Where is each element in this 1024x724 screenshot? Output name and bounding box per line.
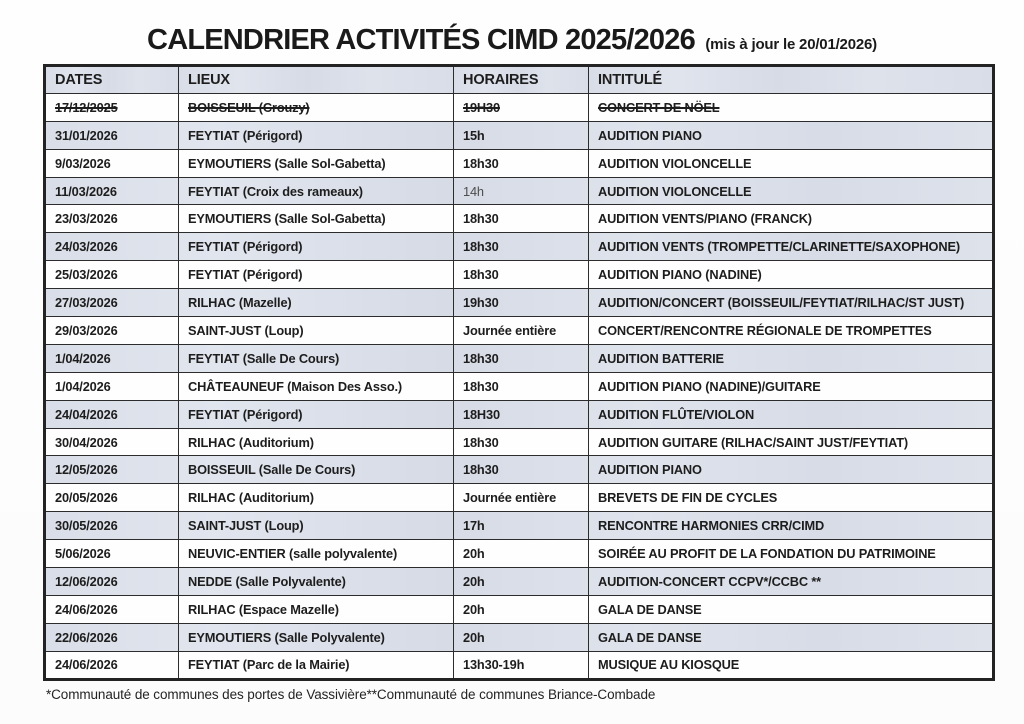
- cell-date: 22/06/2026: [45, 623, 179, 651]
- footnote: *Communauté de communes des portes de Vassivière**Communauté de communes Briance-Combade: [46, 687, 656, 702]
- cell-intitule: AUDITION VENTS (TROMPETTE/CLARINETTE/SAXOPHONE): [589, 233, 994, 261]
- title-update-note: (mis à jour le 20/01/2026): [705, 36, 877, 53]
- cell-horaire: 18h30: [454, 372, 589, 400]
- header-row: [45, 66, 994, 94]
- cell-horaire: 18h30: [454, 428, 589, 456]
- cell-horaire: 18h30: [454, 344, 589, 372]
- table-row: [45, 540, 994, 568]
- cell-intitule: CONCERT/RENCONTRE RÉGIONALE DE TROMPETTES: [589, 317, 994, 345]
- cell-intitule: RENCONTRE HARMONIES CRR/CIMD: [589, 512, 994, 540]
- cell-date: 24/06/2026: [45, 595, 179, 623]
- table-row: [45, 456, 994, 484]
- cell-lieu: RILHAC (Espace Mazelle): [179, 595, 454, 623]
- table-row: [45, 512, 994, 540]
- table-row: [45, 428, 994, 456]
- cell-horaire: 18H30: [454, 400, 589, 428]
- table-row: [45, 484, 994, 512]
- cell-date: 12/06/2026: [45, 568, 179, 596]
- table-row: [45, 289, 994, 317]
- table-row: [45, 261, 994, 289]
- cell-horaire: 18h30: [454, 149, 589, 177]
- cell-lieu: EYMOUTIERS (Salle Sol-Gabetta): [179, 205, 454, 233]
- cell-intitule: AUDITION VIOLONCELLE: [589, 149, 994, 177]
- cell-lieu: NEDDE (Salle Polyvalente): [179, 568, 454, 596]
- cell-intitule: AUDITION/CONCERT (BOISSEUIL/FEYTIAT/RILHAC/ST JUST): [589, 289, 994, 317]
- cell-date: 1/04/2026: [45, 344, 179, 372]
- cell-horaire: 18h30: [454, 205, 589, 233]
- cell-intitule: AUDITION VIOLONCELLE: [589, 177, 994, 205]
- cell-date: 17/12/2025: [45, 93, 179, 121]
- cell-date: 30/05/2026: [45, 512, 179, 540]
- cell-horaire: 18h30: [454, 456, 589, 484]
- cell-intitule: BREVETS DE FIN DE CYCLES: [589, 484, 994, 512]
- cell-date: 24/04/2026: [45, 400, 179, 428]
- cell-intitule: AUDITION BATTERIE: [589, 344, 994, 372]
- table-body: [45, 93, 994, 679]
- cell-lieu: NEUVIC-ENTIER (salle polyvalente): [179, 540, 454, 568]
- cell-horaire: 18h30: [454, 233, 589, 261]
- cell-horaire: 18h30: [454, 261, 589, 289]
- cell-horaire: 20h: [454, 595, 589, 623]
- cell-intitule: AUDITION VENTS/PIANO (FRANCK): [589, 205, 994, 233]
- cell-date: 31/01/2026: [45, 121, 179, 149]
- title-text: CALENDRIER ACTIVITÉS CIMD 2025/2026: [147, 24, 695, 56]
- cell-intitule: AUDITION PIANO: [589, 456, 994, 484]
- table-row: [45, 344, 994, 372]
- table-row: [45, 400, 994, 428]
- cell-lieu: RILHAC (Mazelle): [179, 289, 454, 317]
- table-row: [45, 149, 994, 177]
- cell-date: 29/03/2026: [45, 317, 179, 345]
- cell-lieu: RILHAC (Auditorium): [179, 428, 454, 456]
- cell-date: 30/04/2026: [45, 428, 179, 456]
- cell-lieu: RILHAC (Auditorium): [179, 484, 454, 512]
- cell-lieu: FEYTIAT (Salle De Cours): [179, 344, 454, 372]
- page-title: [0, 24, 1024, 57]
- table-header: [45, 66, 994, 94]
- cell-intitule: AUDITION PIANO (NADINE): [589, 261, 994, 289]
- table-row: [45, 205, 994, 233]
- cell-lieu: FEYTIAT (Croix des rameaux): [179, 177, 454, 205]
- cell-lieu: CHÂTEAUNEUF (Maison Des Asso.): [179, 372, 454, 400]
- cell-intitule: GALA DE DANSE: [589, 595, 994, 623]
- cell-lieu: SAINT-JUST (Loup): [179, 317, 454, 345]
- cell-date: 27/03/2026: [45, 289, 179, 317]
- cell-horaire: 20h: [454, 540, 589, 568]
- cell-lieu: BOISSEUIL (Crouzy): [179, 93, 454, 121]
- table-row: [45, 568, 994, 596]
- table-row: [45, 317, 994, 345]
- cell-intitule: GALA DE DANSE: [589, 623, 994, 651]
- table-row: [45, 623, 994, 651]
- table-row: [45, 93, 994, 121]
- cell-horaire: 20h: [454, 568, 589, 596]
- cell-intitule: AUDITION PIANO (NADINE)/GUITARE: [589, 372, 994, 400]
- cell-date: 25/03/2026: [45, 261, 179, 289]
- cell-horaire: Journée entière: [454, 484, 589, 512]
- cell-horaire: 17h: [454, 512, 589, 540]
- cell-horaire: Journée entière: [454, 317, 589, 345]
- table-row: [45, 651, 994, 679]
- cell-horaire: 20h: [454, 623, 589, 651]
- cell-date: 5/06/2026: [45, 540, 179, 568]
- cell-lieu: FEYTIAT (Périgord): [179, 121, 454, 149]
- cell-date: 1/04/2026: [45, 372, 179, 400]
- cell-horaire: 19H30: [454, 93, 589, 121]
- cell-date: 12/05/2026: [45, 456, 179, 484]
- header-horaires: HORAIRES: [454, 66, 589, 94]
- cell-lieu: SAINT-JUST (Loup): [179, 512, 454, 540]
- cell-date: 9/03/2026: [45, 149, 179, 177]
- header-intitule: INTITULÉ: [589, 66, 994, 94]
- cell-intitule: CONCERT DE NÖEL: [589, 93, 994, 121]
- cell-lieu: EYMOUTIERS (Salle Polyvalente): [179, 623, 454, 651]
- cell-date: 20/05/2026: [45, 484, 179, 512]
- table-row: [45, 595, 994, 623]
- cell-lieu: BOISSEUIL (Salle De Cours): [179, 456, 454, 484]
- cell-horaire: 15h: [454, 121, 589, 149]
- cell-date: 11/03/2026: [45, 177, 179, 205]
- table-row: [45, 233, 994, 261]
- cell-horaire: 19h30: [454, 289, 589, 317]
- cell-lieu: FEYTIAT (Périgord): [179, 233, 454, 261]
- cell-intitule: AUDITION FLÛTE/VIOLON: [589, 400, 994, 428]
- cell-intitule: AUDITION-CONCERT CCPV*/CCBC **: [589, 568, 994, 596]
- cell-date: 24/06/2026: [45, 651, 179, 679]
- table-row: [45, 372, 994, 400]
- cell-date: 23/03/2026: [45, 205, 179, 233]
- cell-lieu: FEYTIAT (Périgord): [179, 261, 454, 289]
- header-dates: DATES: [45, 66, 179, 94]
- table-row: [45, 121, 994, 149]
- cell-intitule: AUDITION GUITARE (RILHAC/SAINT JUST/FEYTIAT): [589, 428, 994, 456]
- table-row: [45, 177, 994, 205]
- cell-intitule: SOIRÉE AU PROFIT DE LA FONDATION DU PATRIMOINE: [589, 540, 994, 568]
- cell-intitule: AUDITION PIANO: [589, 121, 994, 149]
- cell-date: 24/03/2026: [45, 233, 179, 261]
- cell-horaire: 14h: [454, 177, 589, 205]
- cell-lieu: EYMOUTIERS (Salle Sol-Gabetta): [179, 149, 454, 177]
- cell-intitule: MUSIQUE AU KIOSQUE: [589, 651, 994, 679]
- cell-lieu: FEYTIAT (Périgord): [179, 400, 454, 428]
- cell-horaire: 13h30-19h: [454, 651, 589, 679]
- header-lieux: LIEUX: [179, 66, 454, 94]
- cell-lieu: FEYTIAT (Parc de la Mairie): [179, 651, 454, 679]
- activities-table: [43, 64, 995, 681]
